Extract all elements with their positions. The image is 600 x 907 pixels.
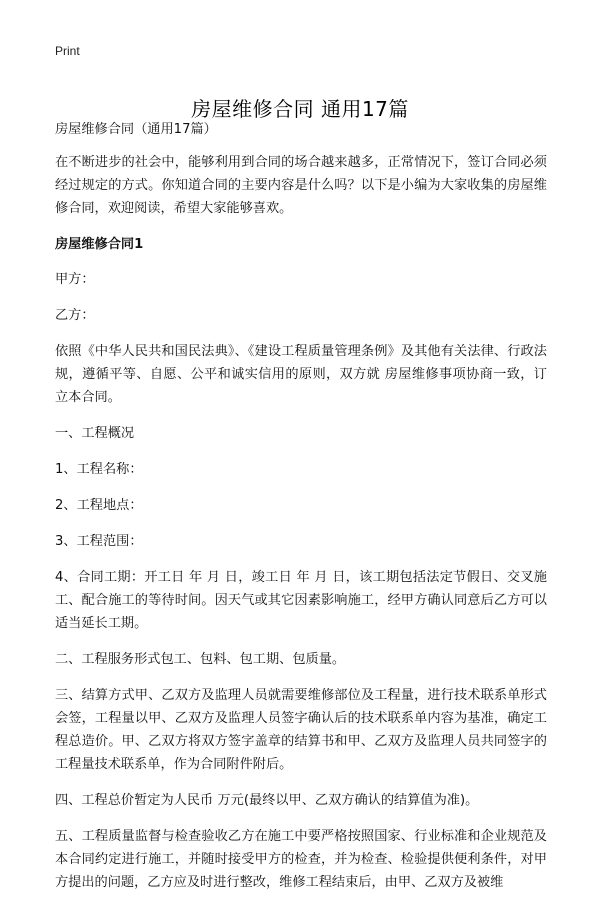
contract-period-paragraph: 4、合同工期：开工日 年 月 日，竣工日 年 月 日，该工期包括法定节假日、交叉施工、配合施工的等待时间。因天气或其它因素影响施工，经甲方确认同意后乙方可以适当延长工期。	[55, 570, 547, 631]
party-b-line: 乙方：	[55, 308, 95, 323]
project-scope-line: 3、工程范围：	[55, 534, 143, 549]
total-price-paragraph: 四、工程总价暂定为人民币 万元(最终以甲、乙双方确认的结算值为准)。	[55, 793, 479, 808]
intro-paragraph: 在不断进步的社会中，能够利用到合同的场合越来越多，正常情况下，签订合同必须经过规定的方式。你知道合同的主要内容是什么吗？以下是小编为大家收集的房屋维修合同，欢迎阅读，希望大家能够喜欢。	[55, 155, 547, 216]
settlement-paragraph: 三、结算方式甲、乙双方及监理人员就需要维修部位及工程量，进行技术联系单形式会签，工程量以甲、乙双方及监理人员签字确认后的技术联系单内容为基准，确定工程总造价。甲、乙双方将双方签字盖章的结算书和甲、乙双方及监理人员共同签字的工程量技术联系单，作为合同附件附后。	[55, 688, 547, 772]
service-form-paragraph: 二、工程服务形式包工、包料、包工期、包质量。	[55, 652, 346, 667]
print-link[interactable]: Print	[55, 44, 80, 58]
party-a-line: 甲方：	[55, 272, 95, 287]
section-overview-heading: 一、工程概况	[55, 426, 135, 441]
document-title: 房屋维修合同 通用17篇	[191, 97, 409, 122]
section-heading: 房屋维修合同1	[55, 237, 144, 252]
document-subtitle: 房屋维修合同（通用17篇）	[55, 122, 217, 137]
project-name-line: 1、工程名称：	[55, 462, 143, 477]
project-location-line: 2、工程地点：	[55, 498, 143, 513]
quality-inspection-paragraph: 五、工程质量监督与检查验收乙方在施工中要严格按照国家、行业标准和企业规范及本合同约定进行施工，并随时接受甲方的检查，并为检查、检验提供便利条件，对甲方提出的问题，乙方应及时进行整改，维修工程结束后，由甲、乙双方及被维	[55, 829, 547, 890]
document-body	[55, 118, 547, 907]
legal-basis-paragraph: 依照《中华人民共和国民法典》、《建设工程质量管理条例》及其他有关法律、行政法规，遵循平等、自愿、公平和诚实信用的原则，双方就 房屋维修事项协商一致，订立本合同。	[55, 344, 547, 405]
